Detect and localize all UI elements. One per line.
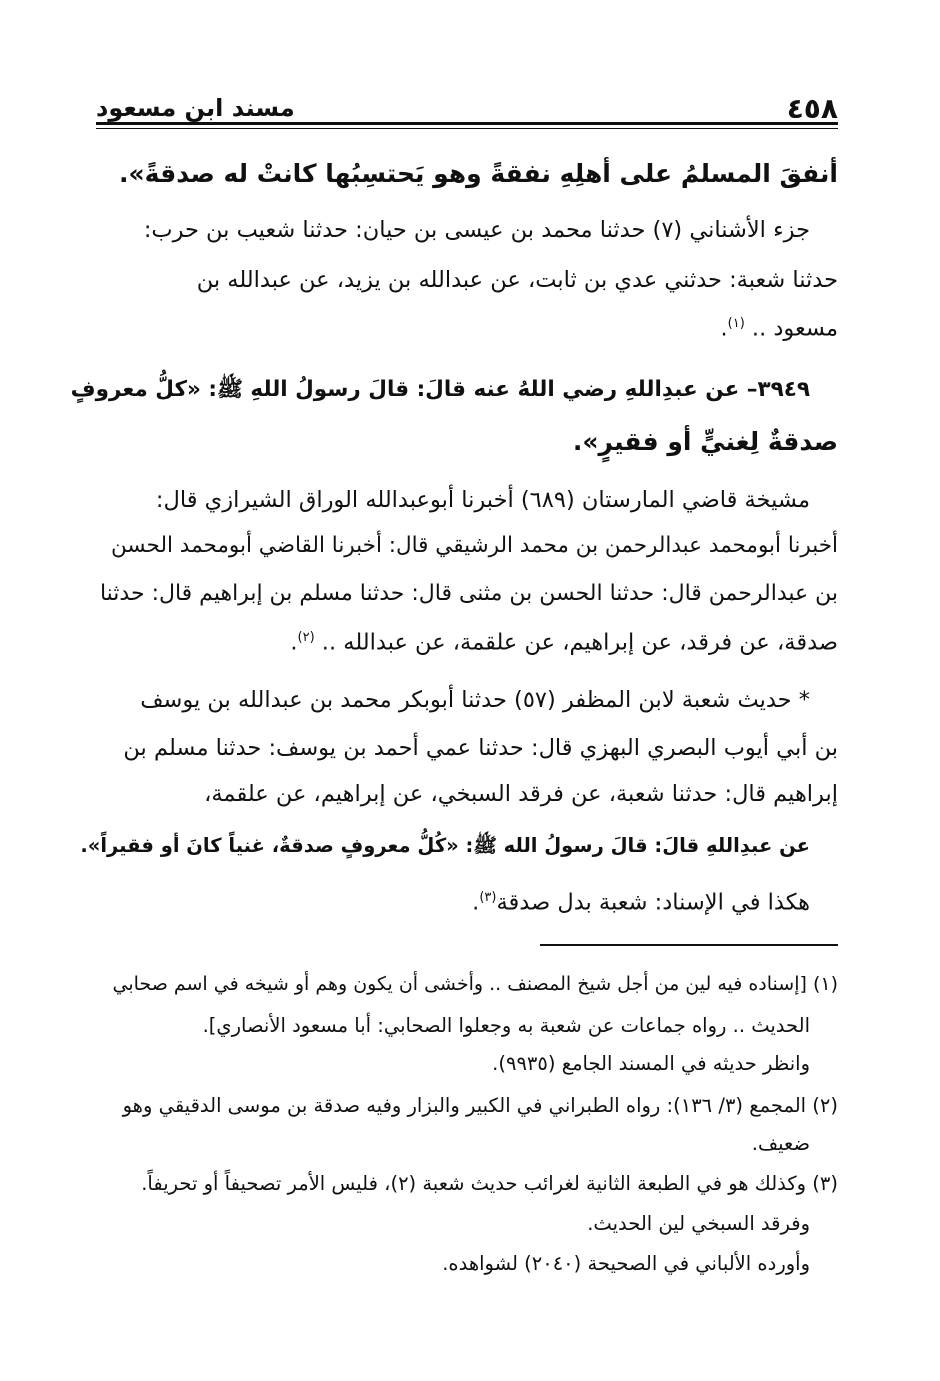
footnote-line: وفرقد السبخي لين الحديث. [587,1212,810,1235]
text-segment: مسعود .. [744,315,838,342]
hadith-text: صدقةٌ لِغنيٍّ أو فقيرٍ». [572,427,838,456]
text-line: صدقة، عن فرقد، عن إبراهيم، عن علقمة، عن عبدالله .. $^{(٢)}$. [290,629,838,656]
hadith-heading: ٣٩٤٩– عن عبدِاللهِ رضي اللهُ عنه قالَ: قالَ رسولُ اللهِ ﷺ: «كلُّ معروفٍ [70,377,810,402]
footnote-separator [540,944,838,946]
footnote-ref: (١) [727,316,745,331]
text-line: هكذا في الإسناد: شعبة بدل صدقة$^{(٣)}$. [472,889,810,916]
text-line: أنفقَ المسلمُ على أهلِهِ نفقةً وهو يَحتسِبُها كانتْ له صدقةً». [119,159,838,188]
footnote-ref: (٢) [297,630,315,645]
footnote-line: ضعيف. [751,1132,810,1155]
footnote-line: وانظر حديثه في المسند الجامع (٩٩٣٥). [492,1052,810,1075]
footnote-ref: (٣) [479,890,497,905]
text-line: مسعود .. $^{(١)}$. [720,315,838,342]
text-line: بن عبدالرحمن قال: حدثنا الحسن بن مثنى قال: حدثنا مسلم بن إبراهيم قال: حدثنا [99,581,838,606]
text-line: أخبرنا أبومحمد عبدالرحمن بن محمد الرشيقي قال: أخبرنا القاضي أبومحمد الحسن [111,533,838,558]
text-line: * حديث شعبة لابن المظفر (٥٧) حدثنا أبوبكر محمد بن عبدالله بن يوسف [140,687,810,713]
header-rule [96,122,838,125]
footnote-line: الحديث .. رواه جماعات عن شعبة به وجعلوا الصحابي: أبا مسعود الأنصاري]. [202,1014,810,1037]
text-line: إبراهيم قال: حدثنا شعبة، عن فرقد السبخي، عن إبراهيم، عن علقمة، [204,781,838,807]
page-number: ٤٥٨ [786,92,838,125]
hadith-text: عن عبدِاللهِ قالَ: قالَ رسولُ الله ﷺ: «كُلُّ معروفٍ صدقةٌ، غنياً كانَ أو فقيراً». [80,834,810,857]
footnote-line: (٣) وكذلك هو في الطبعة الثانية لغرائب حديث شعبة (٢)، فليس الأمر تصحيفاً أو تحريفاً. [141,1172,838,1195]
text-segment: هكذا في الإسناد: شعبة بدل صدقة [496,889,810,916]
text-line: جزء الأشناني (٧) حدثنا محمد بن عيسى بن حيان: حدثنا شعيب بن حرب: [143,217,810,243]
header-rule-thin [96,128,838,129]
running-title: مسند ابن مسعود [96,94,295,122]
text-line: حدثنا شعبة: حدثني عدي بن ثابت، عن عبدالله بن يزيد، عن عبدالله بن [196,267,838,293]
text-line: بن أبي أيوب البصري البهزي قال: حدثنا عمي أحمد بن يوسف: حدثنا مسلم بن [123,735,838,761]
footnote-line: (٢) المجمع (٣/ ١٣٦): رواه الطبراني في الكبير والبزار وفيه صدقة بن موسى الدقيقي وهو [122,1094,838,1117]
footnote-line: (١) [إسناده فيه لين من أجل شيخ المصنف .. وأخشى أن يكون وهم أو شيخه في اسم صحابي [112,973,838,995]
text-segment: صدقة، عن فرقد، عن إبراهيم، عن علقمة، عن عبدالله .. [314,629,838,656]
footnote-line: وأورده الألباني في الصحيحة (٢٠٤٠) لشواهده. [442,1252,810,1275]
text-line: مشيخة قاضي المارستان (٦٨٩) أخبرنا أبوعبدالله الوراق الشيرازي قال: [155,487,810,513]
page-header [96,86,838,126]
